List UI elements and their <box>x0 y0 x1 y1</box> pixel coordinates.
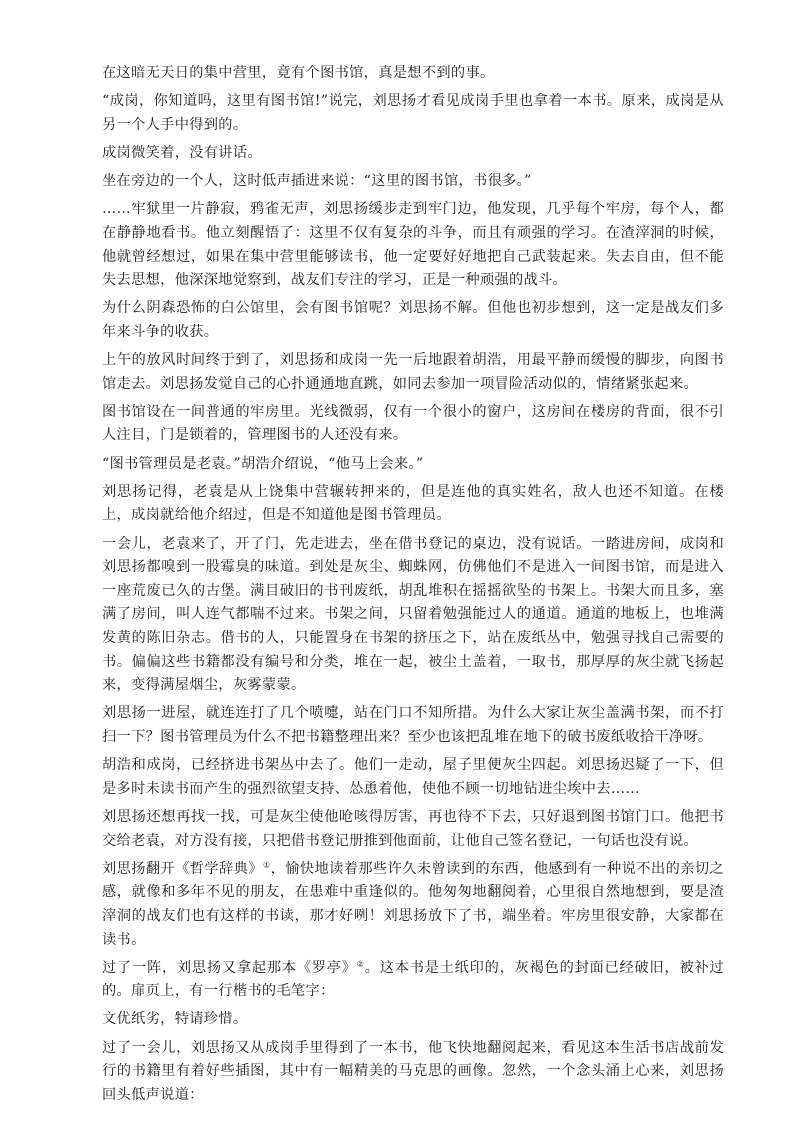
paragraph: 刘思扬还想再找一找，可是灰尘使他呛咳得厉害，再也待不下去，只好退到图书馆门口。他把书交给老袁，对方没有接，只把借书登记册推到他面前，让他自己签名登记，一句话也没有说。 <box>102 808 724 849</box>
paragraph: 过了一会儿，刘思扬又从成岗手里得到了一本书，他飞快地翻阅起来，看见这本生活书店战前发行的书籍里有着好些插图，其中有一幅精美的马克思的画像。忽然，一个念头涌上心来，刘思扬回头低声说道： <box>102 1039 724 1103</box>
paragraph-text: 过了一阵，刘思扬又拿起那本《罗亭》 <box>102 959 357 976</box>
paragraph: ……牢狱里一片静寂，鸦雀无声，刘思扬缓步走到牢门边，他发现，几乎每个牢房，每个人，都在静静地看书。他立刻醒悟了：这里不仅有复杂的斗争，而且有顽强的学习。在渣滓洞的时候，他就曾经想过，如果在集中营里能够读书，他一定要好好地把自己武装起来。失去自由，但不能失去思想，他深深地觉察到，战友们专注的学习，正是一种顽强的战斗。 <box>102 201 724 289</box>
paragraph: 上午的放风时间终于到了，刘思扬和成岗一先一后地跟着胡浩，用最平静而缓慢的脚步，向图书馆走去。刘思扬发觉自己的心扑通通地直跳，如同去参加一项冒险活动似的，情绪紧张起来。 <box>102 352 724 392</box>
paragraph-text: 。这本书是土纸印的，灰褐色的封面已经破旧，被补过的。扉页上，有一行楷书的毛笔字： <box>102 959 725 1000</box>
paragraph-text: 刘思扬翻开《哲学辞典》 <box>102 860 263 877</box>
footnote-marker: ② <box>356 958 365 968</box>
paragraph: 成岗微笑着，没有讲话。 <box>102 144 262 161</box>
paragraph: 胡浩和成岗，已经挤进书架丛中去了。他们一走动，屋子里便灰尘四起。刘思扬迟疑了一下，但是多时未读书而产生的强烈欲望支持、怂恿着他，使他不顾一切地钻进尘埃中去…… <box>102 757 724 797</box>
paragraph: “成岗，你知道吗，这里有图书馆!”说完，刘思扬才看见成岗手里也拿着一本书。原来，成岗是从另一个人手中得到的。 <box>102 93 724 133</box>
paragraph <box>102 858 724 952</box>
paragraph: 文优纸劣，特请珍惜。 <box>102 1011 248 1028</box>
paragraph: 刘思扬一进屋，就连连打了几个喷嚏，站在门口不知所措。为什么大家让灰尘盖满书架，而不打扫一下？图书管理员为什么不把书籍整理出来？至少也该把乱堆在地下的破书废纸收拾干净呀。 <box>102 705 724 745</box>
paragraph <box>102 957 724 1004</box>
document-page <box>102 62 724 1112</box>
paragraph: 为什么阴森恐怖的白公馆里，会有图书馆呢？刘思扬不解。但他也初步想到，这一定是战友们多年来斗争的收获。 <box>102 300 724 340</box>
footnote-marker: ① <box>262 859 271 869</box>
paragraph: 在这暗无天日的集中营里，竟有个图书馆，真是想不到的事。 <box>102 65 495 81</box>
paragraph: 一会儿，老袁来了，开了门，先走进去，坐在借书登记的桌边，没有说话。一踏进房间，成岗和刘思扬都嗅到一股霉臭的味道。到处是灰尘、蜘蛛网，仿佛他们不是进入一间图书馆，而是进入一座荒废已久的古堡。满目破旧的书刊废纸，胡乱堆积在摇摇欲坠的书架上。书架大而且多，塞满了房间，叫人连气都喘不过来。书架之间，只留着勉强能过人的通道。通道的地板上，也堆满发黄的陈旧杂志。借书的人，只能置身在书架的挤压之下，站在废纸丛中，勉强寻找自己需要的书。偏偏这些书籍都没有编号和分类，堆在一起，被尘土盖着，一取书，那厚厚的灰尘就飞扬起来，变得满屋烟尘，灰雾蒙蒙。 <box>102 535 724 694</box>
paragraph: 图书馆设在一间普通的牢房里。光线微弱，仅有一个很小的窗户，这房间在楼房的背面，很不引人注目，门是锁着的，管理图书的人还没有来。 <box>102 403 724 444</box>
paragraph-text: ，愉快地读着那些许久未曾读到的东西，他感到有一种说不出的亲切之感，就像和多年不见的朋友，在患难中重逢似的。他匆匆地翻阅着，心里很自然地想到，要是渣滓洞的战友们也有这样的书读，那才好咧！刘思扬放下了书，端坐着。牢房里很安静，大家都在读书。 <box>102 860 724 948</box>
paragraph: “图书管理员是老袁。”胡浩介绍说，“他马上会来。” <box>102 455 424 472</box>
paragraph: 刘思扬记得，老袁是从上饶集中营辗转押来的，但是连他的真实姓名，敌人也还不知道。在楼上，成岗就给他介绍过，但是不知道他是图书管理员。 <box>102 483 724 524</box>
paragraph: 坐在旁边的一个人，这时低声插进来说：“这里的图书馆，书很多。” <box>102 173 532 190</box>
